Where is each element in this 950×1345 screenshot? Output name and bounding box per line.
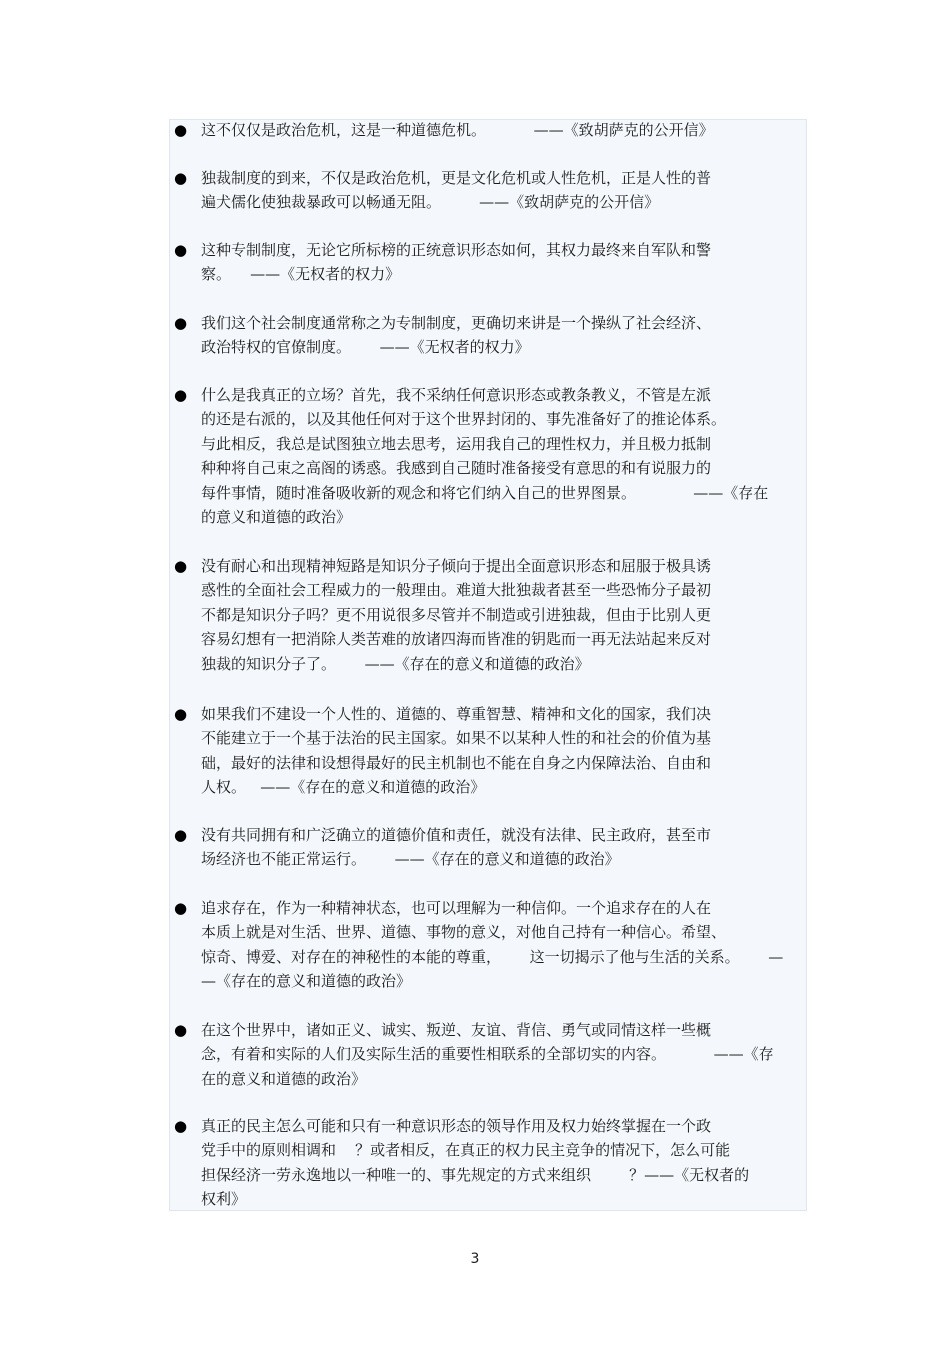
quote-line: —《存在的意义和道德的政治》 [201, 972, 412, 990]
quote-line: 察。 ——《无权者的权力》 [201, 265, 401, 283]
quote-line: 本质上就是对生活、世界、道德、事物的意义，对他自己持有一种信心。希望、 [201, 923, 727, 941]
quote-line: 独裁制度的到来，不仅是政治危机，更是文化危机或人性危机，正是人性的普 [201, 169, 712, 187]
quote-line: 的意义和道德的政治》 [201, 508, 352, 526]
bullet-icon: ● [174, 386, 188, 404]
bullet-icon: ● [174, 169, 188, 187]
bullet-icon: ● [174, 557, 188, 575]
page-number: 3 [470, 1251, 480, 1267]
quote-line: 这不仅仅是政治危机，这是一种道德危机。 ——《致胡萨克的公开信》 [201, 121, 714, 139]
quote-line: 政治特权的官僚制度。 ——《无权者的权力》 [201, 338, 530, 356]
quote-line: 独裁的知识分子了。 ——《存在的意义和道德的政治》 [201, 655, 590, 673]
quote-line: 不都是知识分子吗？更不用说很多尽管并不制造或引进独裁，但由于比别人更 [201, 606, 712, 624]
quote-line: 不能建立于一个基于法治的民主国家。如果不以某种人性的和社会的价值为基 [201, 729, 712, 747]
bullet-icon: ● [174, 1021, 188, 1039]
quote-line: 担保经济一劳永逸地以一种唯一的、事先规定的方式来组织 ？——《无权者的 [201, 1166, 750, 1184]
quote-line: 惊奇、博爱、对存在的神秘性的本能的尊重， 这一切揭示了他与生活的关系。 — [201, 948, 784, 966]
quote-line: 我们这个社会制度通常称之为专制制度，更确切来讲是一个操纵了社会经济、 [201, 314, 712, 332]
quote-line: 没有耐心和出现精神短路是知识分子倾向于提出全面意识形态和屈服于极具诱 [201, 557, 712, 575]
quote-line: 党手中的原则相调和 ？或者相反，在真正的权力民主竞争的情况下，怎么可能 [201, 1141, 731, 1159]
quote-line: 如果我们不建设一个人性的、道德的、尊重智慧、精神和文化的国家，我们决 [201, 705, 712, 723]
bullet-icon: ● [174, 241, 188, 259]
quote-line: 与此相反，我总是试图独立地去思考，运用我自己的理性权力，并且极力抵制 [201, 435, 712, 453]
quote-line: 没有共同拥有和广泛确立的道德价值和责任，就没有法律、民主政府，甚至市 [201, 826, 712, 844]
quote-line: 惑性的全面社会工程威力的一般理由。难道大批独裁者甚至一些恐怖分子最初 [201, 581, 712, 599]
quote-line: 真正的民主怎么可能和只有一种意识形态的领导作用及权力始终掌握在一个政 [201, 1117, 712, 1135]
bullet-icon: ● [174, 899, 188, 917]
bullet-icon: ● [174, 705, 188, 723]
quote-line: 种种将自己束之高阁的诱惑。我感到自己随时准备接受有意思的和有说服力的 [201, 459, 712, 477]
quote-line: 这种专制制度，无论它所标榜的正统意识形态如何，其权力最终来自军队和警 [201, 241, 712, 259]
quote-line: 追求存在，作为一种精神状态，也可以理解为一种信仰。一个追求存在的人在 [201, 899, 712, 917]
quote-line: 权利》 [201, 1190, 247, 1208]
quote-line: 的还是右派的，以及其他任何对于这个世界封闭的、事先准备好了的推论体系。 [201, 410, 727, 428]
quote-line: 什么是我真正的立场？首先，我不采纳任何意识形态或教条教义，不管是左派 [201, 386, 712, 404]
quote-line: 念，有着和实际的人们及实际生活的重要性相联系的全部切实的内容。 ——《存 [201, 1045, 774, 1063]
bullet-icon: ● [174, 826, 188, 844]
quote-line: 每件事情，随时准备吸收新的观念和将它们纳入自己的世界图景。 ——《存在 [201, 484, 769, 502]
quote-line: 场经济也不能正常运行。 ——《存在的意义和道德的政治》 [201, 850, 620, 868]
bullet-icon: ● [174, 121, 188, 139]
quote-line: 在的意义和道德的政治》 [201, 1070, 367, 1088]
quote-line: 础，最好的法律和设想得最好的民主机制也不能在自身之内保障法治、自由和 [201, 754, 712, 772]
bullet-icon: ● [174, 1117, 188, 1135]
bullet-icon: ● [174, 314, 188, 332]
quote-line: 在这个世界中，诸如正义、诚实、叛逆、友谊、背信、勇气或同情这样一些概 [201, 1021, 712, 1039]
quote-line: 容易幻想有一把消除人类苦难的放诸四海而皆准的钥匙而一再无法站起来反对 [201, 630, 712, 648]
quote-line: 遍犬儒化使独裁暴政可以畅通无阻。 ——《致胡萨克的公开信》 [201, 193, 660, 211]
quote-line: 人权。 ——《存在的意义和道德的政治》 [201, 778, 486, 796]
